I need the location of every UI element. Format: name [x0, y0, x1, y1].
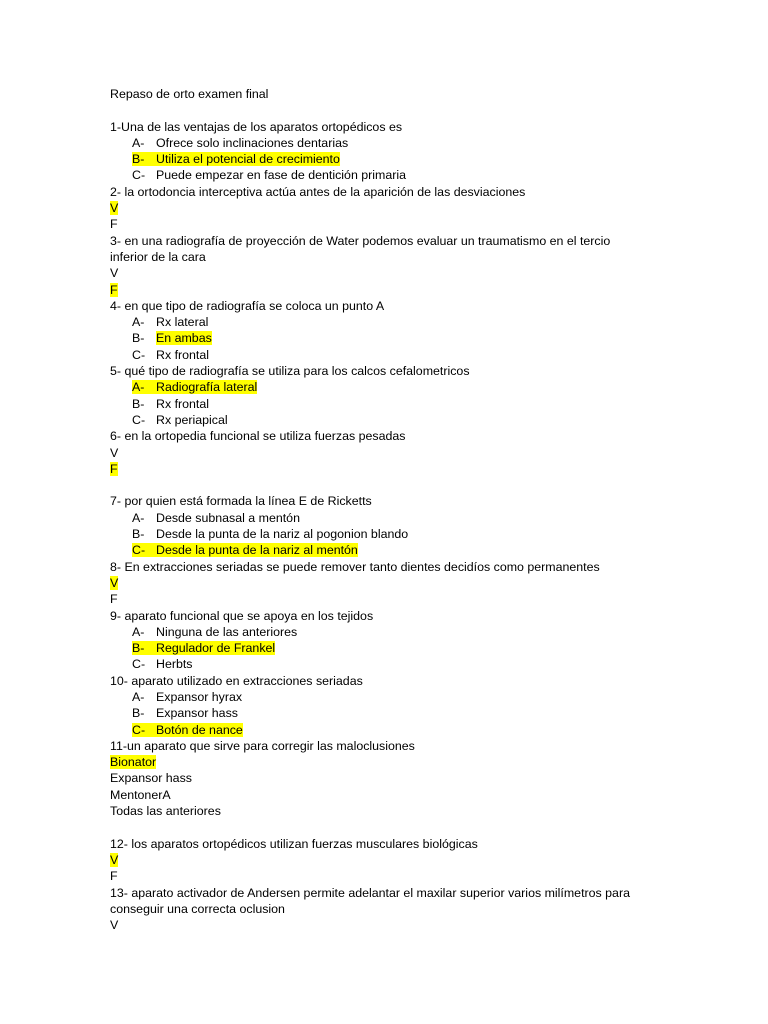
answer-item: MentonerA [110, 787, 171, 802]
option-text: Desde subnasal a mentón [156, 510, 300, 525]
option-letter: B- [132, 331, 145, 346]
question-9: 9- aparato funcional que se apoya en los tejidos [110, 608, 374, 623]
option-c [110, 656, 670, 672]
option-b [110, 330, 670, 346]
option-b [110, 640, 670, 656]
option-a [110, 689, 670, 705]
option-c [110, 722, 670, 738]
answer-true-highlighted: V [110, 201, 119, 216]
option-text: Ninguna de las anteriores [156, 624, 298, 639]
option-letter: A- [132, 135, 145, 150]
answer-false-highlighted: F [110, 282, 118, 297]
question-5: 5- qué tipo de radiografía se utiliza para los calcos cefalometricos [110, 364, 470, 379]
question-13: 13- aparato activador de Andersen permite adelantar el maxilar superior varios milímetros para conseguir una correcta oclusion [110, 885, 630, 916]
answer-true: V [110, 445, 119, 460]
answer-false: F [110, 592, 118, 607]
option-text: Rx lateral [156, 315, 209, 330]
answer-true-highlighted: V [110, 575, 119, 590]
blank-line [110, 819, 670, 835]
option-text: Expansor hass [156, 706, 238, 721]
question-3: 3- en una radiografía de proyección de Water podemos evaluar un traumatismo en el tercio inferior de la cara [110, 233, 611, 264]
question-11: 11-un aparato que sirve para corregir las maloclusiones [110, 738, 415, 753]
option-letter: B- [132, 706, 145, 721]
question-7: 7- por quien está formada la línea E de Ricketts [110, 494, 372, 509]
option-letter: A- [132, 689, 145, 704]
question-8: 8- En extracciones seriadas se puede remover tanto dientes decidíos como permanentes [110, 559, 600, 574]
option-letter: B- [132, 396, 145, 411]
answer-true-highlighted: V [110, 852, 119, 867]
blank-line [110, 102, 670, 118]
option-letter: B- [132, 527, 145, 542]
option-text: Puede empezar en fase de dentición primaria [156, 168, 407, 183]
option-letter: C- [132, 543, 146, 558]
option-letter: C- [132, 722, 146, 737]
option-a [110, 624, 670, 640]
option-c [110, 542, 670, 558]
question-1: 1-Una de las ventajas de los aparatos ortopédicos es [110, 119, 403, 134]
option-text: Rx frontal [156, 396, 210, 411]
option-text-highlighted: En ambas [156, 331, 212, 346]
option-text: Ofrece solo inclinaciones dentarias [156, 135, 349, 150]
option-letter: A- [132, 510, 145, 525]
option-text: Expansor hyrax [156, 689, 243, 704]
option-text-highlighted: Utiliza el potencial de crecimiento [156, 152, 340, 167]
option-b [110, 396, 670, 412]
answer-item: Todas las anteriores [110, 804, 221, 819]
option-letter: A- [132, 315, 145, 330]
question-6: 6- en la ortopedia funcional se utiliza fuerzas pesadas [110, 429, 406, 444]
option-text-highlighted: Radiografía lateral [156, 380, 258, 395]
option-letter: C- [132, 657, 146, 672]
option-letter: C- [132, 347, 146, 362]
option-a [110, 135, 670, 151]
question-12: 12- los aparatos ortopédicos utilizan fuerzas musculares biológicas [110, 836, 478, 851]
option-text: Desde la punta de la nariz al pogonion blando [156, 527, 409, 542]
option-b [110, 151, 670, 167]
option-a [110, 379, 670, 395]
option-a [110, 510, 670, 526]
option-a [110, 314, 670, 330]
option-c [110, 347, 670, 363]
option-b [110, 526, 670, 542]
blank-line [110, 477, 670, 493]
option-letter: B- [132, 641, 145, 656]
option-letter: A- [132, 380, 145, 395]
answer-false: F [110, 869, 118, 884]
answer-true: V [110, 918, 119, 933]
answer-item: Expansor hass [110, 771, 192, 786]
option-b [110, 705, 670, 721]
question-10: 10- aparato utilizado en extracciones seriadas [110, 673, 363, 688]
option-letter: B- [132, 152, 145, 167]
document-body [110, 86, 670, 933]
question-2: 2- la ortodoncia interceptiva actúa antes de la aparición de las desviaciones [110, 184, 526, 199]
option-text-highlighted: Desde la punta de la nariz al mentón [156, 543, 358, 558]
option-letter: C- [132, 412, 146, 427]
document-title: Repaso de orto examen final [110, 87, 269, 101]
answer-false-highlighted: F [110, 461, 118, 476]
option-text: Herbts [156, 657, 193, 672]
answer-false: F [110, 217, 118, 232]
option-letter: C- [132, 168, 146, 183]
option-text-highlighted: Regulador de Frankel [156, 641, 276, 656]
option-c [110, 167, 670, 183]
answer-true: V [110, 266, 119, 281]
answer-highlighted: Bionator [110, 755, 157, 770]
option-text: Rx frontal [156, 347, 210, 362]
option-c [110, 412, 670, 428]
option-text-highlighted: Botón de nance [156, 722, 243, 737]
option-letter: A- [132, 624, 145, 639]
option-text: Rx periapical [156, 412, 228, 427]
question-4: 4- en que tipo de radiografía se coloca un punto A [110, 298, 385, 313]
